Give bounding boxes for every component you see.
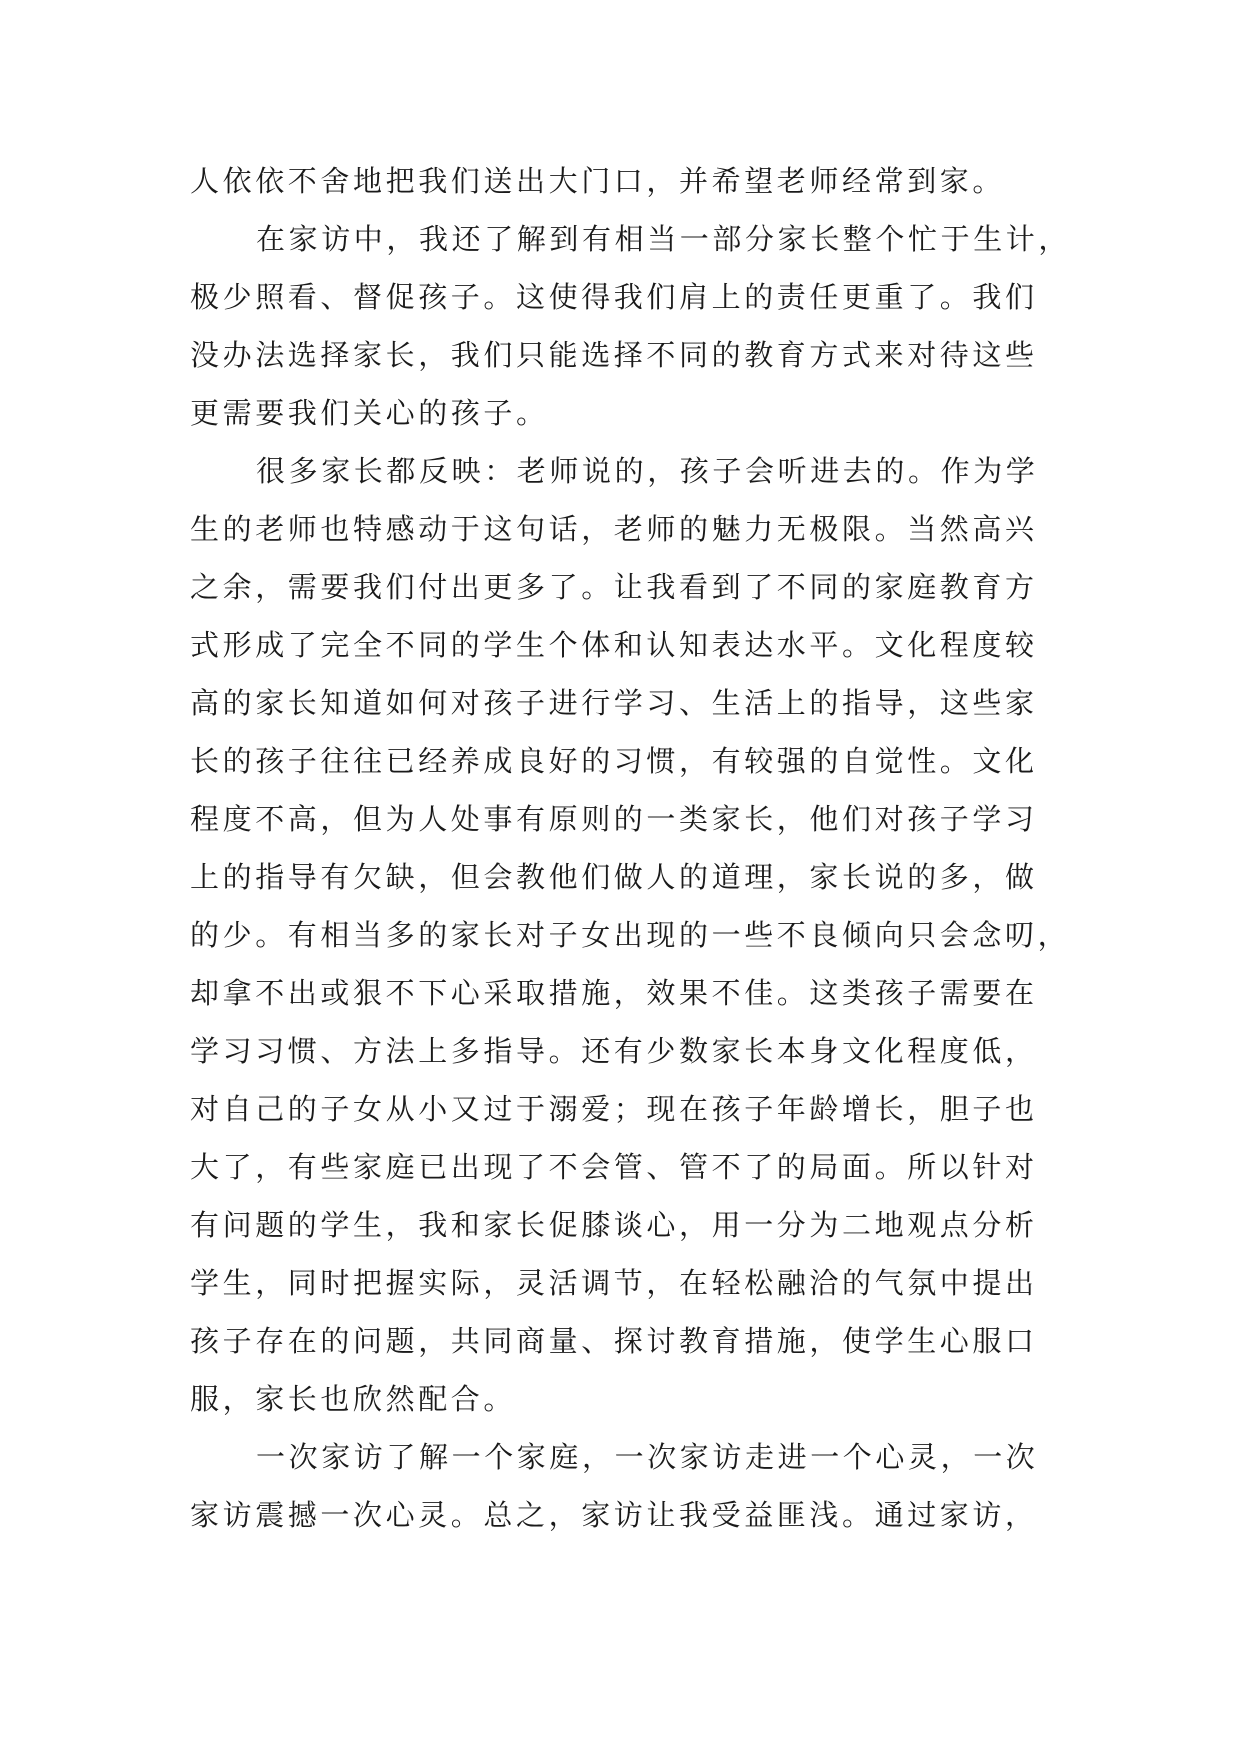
text-line: 更需要我们关心的孩子。 (190, 396, 549, 430)
text-line: 学习习惯、方法上多指导。还有少数家长本身文化程度低， (190, 1034, 1038, 1068)
text-line: 对自己的子女从小又过于溺爱；现在孩子年龄增长，胆子也 (190, 1092, 1038, 1126)
text-line: 之余，需要我们付出更多了。让我看到了不同的家庭教育方 (190, 570, 1038, 604)
paragraph-3 (190, 442, 1080, 1428)
text-line: 极少照看、督促孩子。这使得我们肩上的责任更重了。我们 (190, 280, 1038, 314)
text-line: 大了，有些家庭已出现了不会管、管不了的局面。所以针对 (190, 1150, 1038, 1184)
text-line: 孩子存在的问题，共同商量、探讨教育措施，使学生心服口 (190, 1324, 1038, 1358)
text-line: 在家访中，我还了解到有相当一部分家长整个忙于生计， (256, 222, 1072, 256)
paragraph-2 (190, 210, 1080, 442)
text-line: 的少。有相当多的家长对子女出现的一些不良倾向只会念叨， (190, 918, 1071, 952)
text-line: 没办法选择家长，我们只能选择不同的教育方式来对待这些 (190, 338, 1038, 372)
text-line: 长的孩子往往已经养成良好的习惯，有较强的自觉性。文化 (190, 744, 1038, 778)
paragraph-1 (190, 152, 1080, 210)
text-line: 生的老师也特感动于这句话，老师的魅力无极限。当然高兴 (190, 512, 1038, 546)
text-line: 却拿不出或狠不下心采取措施，效果不佳。这类孩子需要在 (190, 976, 1038, 1010)
text-line: 有问题的学生，我和家长促膝谈心，用一分为二地观点分析 (190, 1208, 1038, 1242)
text-line: 家访震撼一次心灵。总之，家访让我受益匪浅。通过家访， (190, 1498, 1038, 1532)
text-line: 一次家访了解一个家庭，一次家访走进一个心灵，一次 (256, 1440, 1039, 1474)
paragraph-4 (190, 1428, 1080, 1544)
text-line: 人依依不舍地把我们送出大门口，并希望老师经常到家。 (190, 164, 1006, 198)
text-line: 上的指导有欠缺，但会教他们做人的道理，家长说的多，做 (190, 860, 1038, 894)
text-line: 学生，同时把握实际，灵活调节，在轻松融洽的气氛中提出 (190, 1266, 1038, 1300)
document-body (190, 152, 1080, 1544)
text-line: 高的家长知道如何对孩子进行学习、生活上的指导，这些家 (190, 686, 1038, 720)
text-line: 服，家长也欣然配合。 (190, 1382, 517, 1416)
text-line: 很多家长都反映：老师说的，孩子会听进去的。作为学 (256, 454, 1039, 488)
text-line: 程度不高，但为人处事有原则的一类家长，他们对孩子学习 (190, 802, 1038, 836)
text-line: 式形成了完全不同的学生个体和认知表达水平。文化程度较 (190, 628, 1038, 662)
